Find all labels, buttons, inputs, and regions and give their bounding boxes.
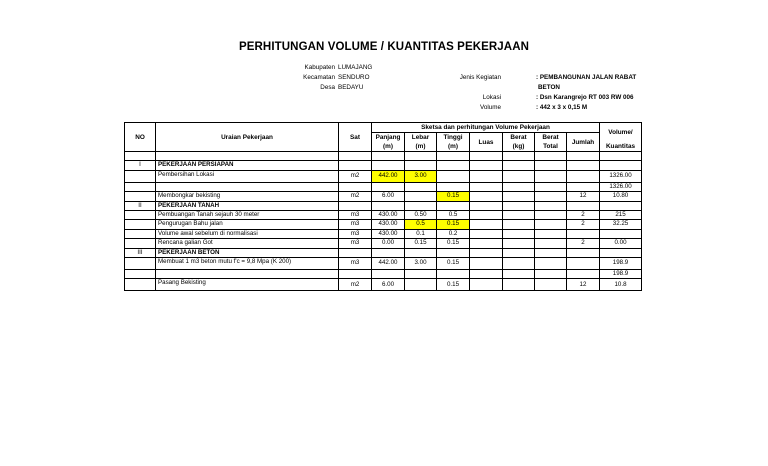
cell-jumlah [567,201,600,210]
cell-luas [470,152,503,161]
cell-volume: 10.80 [600,192,642,201]
cell-sat [339,248,372,257]
cell-tinggi: 0.5 [437,211,470,220]
table-row [125,170,642,182]
cell-luas [470,161,503,170]
header-tinggi-unit: (m) [437,142,470,152]
cell-berat-total [535,258,567,270]
cell-uraian: Pembersihan Lokasi [156,170,339,182]
header-no: NO [125,123,156,152]
cell-tinggi [437,152,470,161]
cell-volume: 1326.00 [600,170,642,182]
cell-berat [503,279,535,291]
cell-berat [503,258,535,270]
cell-berat-total [535,161,567,170]
cell-uraian [156,270,339,279]
cell-tinggi: 0.15 [437,220,470,229]
cell-panjang [372,248,405,257]
header-tinggi: Tinggi [437,133,470,143]
cell-panjang: 6.00 [372,192,405,201]
cell-luas [470,220,503,229]
cell-lebar [405,248,437,257]
cell-luas [470,201,503,210]
cell-berat-total [535,248,567,257]
cell-uraian: Pembuangan Tanah sejauh 30 meter [156,211,339,220]
table-row [125,270,642,279]
cell-tinggi [437,248,470,257]
cell-jumlah: 12 [567,192,600,201]
cell-berat [503,192,535,201]
cell-volume: 32.25 [600,220,642,229]
table-row [125,192,642,201]
cell-tinggi: 0.15 [437,258,470,270]
cell-berat-total [535,239,567,248]
project-values [536,73,656,113]
cell-uraian: Membuat 1 m3 beton mutu f'c = 9,8 Mpa (K 200) [156,258,339,270]
cell-lebar [405,279,437,291]
cell-berat-total [535,192,567,201]
header-sat: Sat [339,123,372,152]
cell-luas [470,279,503,291]
header-panjang: Panjang [372,133,405,143]
cell-volume: 198.9 [600,258,642,270]
cell-tinggi: 0.15 [437,239,470,248]
table-row [125,182,642,191]
cell-berat [503,239,535,248]
cell-lebar [405,270,437,279]
cell-no [125,239,156,248]
header-volume-line2: Kuantitas [600,142,642,152]
cell-jumlah [567,248,600,257]
cell-berat [503,182,535,191]
cell-sat [339,161,372,170]
table-row [125,211,642,220]
volume-table [124,122,642,291]
header-berat-total: Berat [535,133,567,143]
cell-jumlah: 2 [567,239,600,248]
cell-luas [470,258,503,270]
kabupaten-value: LUMAJANG [338,64,373,71]
cell-berat-total [535,170,567,182]
table-row [125,152,642,161]
cell-panjang: 430.00 [372,229,405,238]
header-berat-total-line2: Total [535,142,567,152]
cell-berat-total [535,229,567,238]
cell-volume: 215 [600,211,642,220]
header-volume-line1: Volume/ [608,129,633,136]
cell-berat [503,220,535,229]
cell-berat [503,201,535,210]
cell-lebar: 3.00 [405,258,437,270]
cell-berat [503,161,535,170]
cell-no: I [125,161,156,170]
cell-berat-total [535,182,567,191]
cell-berat-total [535,152,567,161]
kecamatan-value: SENDURO [338,74,370,81]
header-uraian: Uraian Pekerjaan [156,123,339,152]
cell-no [125,279,156,291]
cell-tinggi [437,201,470,210]
cell-luas [470,182,503,191]
cell-uraian [156,182,339,191]
table-row [125,220,642,229]
table-row [125,229,642,238]
lokasi-value: : Dsn Karangrejo RT 003 RW 006 [536,94,634,101]
cell-luas [470,170,503,182]
cell-panjang [372,152,405,161]
kabupaten-label: Kabupaten [304,64,335,71]
cell-volume [600,152,642,161]
cell-no [125,229,156,238]
cell-sat: m3 [339,220,372,229]
cell-berat [503,211,535,220]
cell-jumlah [567,152,600,161]
cell-jumlah: 2 [567,211,600,220]
cell-luas [470,239,503,248]
cell-panjang [372,270,405,279]
cell-uraian: Volume awal sebelum di normalisasi [156,229,339,238]
cell-sat: m3 [339,239,372,248]
cell-panjang: 430.00 [372,211,405,220]
cell-lebar: 0.1 [405,229,437,238]
cell-tinggi: 0.2 [437,229,470,238]
cell-lebar [405,161,437,170]
cell-lebar [405,201,437,210]
cell-volume: 1326.00 [600,182,642,191]
kecamatan-label: Kecamatan [303,74,335,81]
jenis-kegiatan-value: : PEMBANGUNAN JALAN RABAT [536,74,637,81]
cell-uraian: Membongkar bekisting [156,192,339,201]
cell-sat [339,182,372,191]
cell-jumlah [567,170,600,182]
header-berat-unit: (kg) [503,142,535,152]
cell-luas [470,211,503,220]
desa-label: Desa [320,84,335,91]
cell-no [125,270,156,279]
cell-sat: m2 [339,192,372,201]
cell-uraian: PEKERJAAN BETON [156,248,339,257]
cell-panjang: 430.00 [372,220,405,229]
cell-panjang [372,201,405,210]
cell-jumlah [567,161,600,170]
cell-panjang [372,182,405,191]
cell-panjang: 0.00 [372,239,405,248]
header-lebar: Lebar [405,133,437,143]
table-row [125,248,642,257]
cell-sat: m2 [339,170,372,182]
cell-no [125,152,156,161]
header-berat: Berat [503,133,535,143]
page-title: PERHITUNGAN VOLUME / KUANTITAS PEKERJAAN [238,41,530,53]
cell-jumlah: 12 [567,279,600,291]
jenis-kegiatan-value-cont: BETON [538,84,560,91]
lokasi-label: Lokasi [482,94,501,101]
cell-panjang [372,161,405,170]
header-sketsa: Sketsa dan perhitungan Volume Pekerjaan [372,123,600,133]
cell-no: II [125,201,156,210]
cell-volume [600,229,642,238]
cell-lebar: 0.5 [405,220,437,229]
cell-sat: m3 [339,211,372,220]
cell-luas [470,248,503,257]
cell-no [125,192,156,201]
header-volume [600,123,642,143]
cell-volume: 198.9 [600,270,642,279]
cell-berat-total [535,211,567,220]
desa-value: BEDAYU [338,84,364,91]
jenis-kegiatan-label: Jenis Kegiatan [459,74,501,81]
cell-berat [503,170,535,182]
cell-no [125,211,156,220]
cell-uraian: Pasang Bekisting [156,279,339,291]
cell-berat [503,229,535,238]
cell-tinggi [437,161,470,170]
header-panjang-unit: (m) [372,142,405,152]
cell-volume [600,161,642,170]
cell-berat [503,152,535,161]
cell-no [125,220,156,229]
cell-berat [503,248,535,257]
cell-panjang: 6.00 [372,279,405,291]
cell-volume [600,248,642,257]
cell-tinggi [437,182,470,191]
header-jumlah: Jumlah [567,133,600,152]
table-row [125,161,642,170]
volume-label: Volume [479,104,501,111]
cell-jumlah: 2 [567,220,600,229]
cell-jumlah [567,229,600,238]
cell-no [125,182,156,191]
cell-uraian: Pengurugan Bahu jalan [156,220,339,229]
cell-berat-total [535,270,567,279]
header-lebar-unit: (m) [405,142,437,152]
cell-volume: 0.00 [600,239,642,248]
volume-value: : 442 x 3 x 0,15 M [536,104,588,111]
cell-volume: 10.8 [600,279,642,291]
cell-sat: m3 [339,258,372,270]
cell-tinggi: 0.15 [437,192,470,201]
location-info [250,63,400,93]
cell-uraian: Rencana galian Got [156,239,339,248]
cell-uraian: PEKERJAAN TANAH [156,201,339,210]
cell-luas [470,229,503,238]
cell-luas [470,270,503,279]
header-luas: Luas [470,133,503,152]
cell-berat-total [535,279,567,291]
cell-jumlah [567,258,600,270]
table-row [125,258,642,270]
cell-sat: m3 [339,229,372,238]
cell-tinggi: 0.15 [437,279,470,291]
cell-lebar [405,182,437,191]
cell-uraian: PEKERJAAN PERSIAPAN [156,161,339,170]
cell-no [125,258,156,270]
cell-jumlah [567,182,600,191]
cell-sat [339,270,372,279]
cell-panjang: 442.00 [372,170,405,182]
cell-tinggi [437,270,470,279]
cell-volume [600,201,642,210]
cell-lebar [405,192,437,201]
cell-no: III [125,248,156,257]
table-row [125,279,642,291]
cell-lebar [405,152,437,161]
cell-berat-total [535,220,567,229]
cell-luas [470,192,503,201]
cell-jumlah [567,270,600,279]
cell-lebar: 0.50 [405,211,437,220]
cell-tinggi [437,170,470,182]
cell-uraian [156,152,339,161]
cell-sat [339,152,372,161]
cell-panjang: 442.00 [372,258,405,270]
cell-sat [339,201,372,210]
cell-berat-total [535,201,567,210]
cell-lebar: 0.15 [405,239,437,248]
table-row [125,239,642,248]
table-row [125,201,642,210]
cell-no [125,170,156,182]
cell-berat [503,270,535,279]
cell-lebar: 3.00 [405,170,437,182]
project-labels [420,73,501,113]
cell-sat: m2 [339,279,372,291]
